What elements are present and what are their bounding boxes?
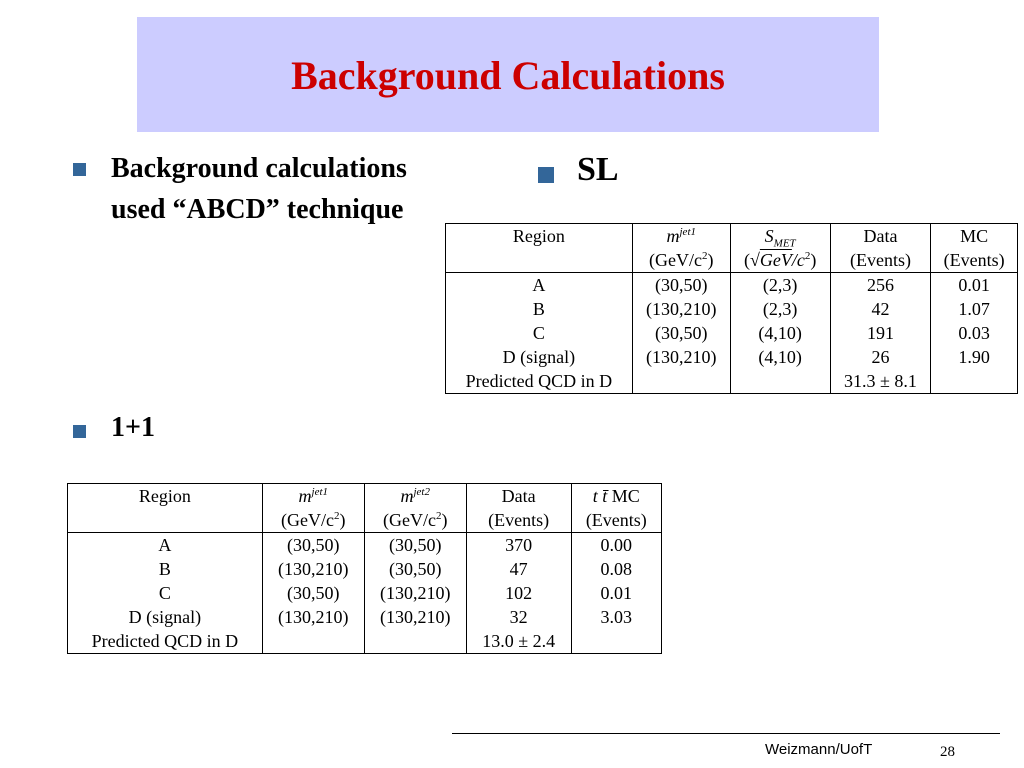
table-row: D (signal) (130,210) (4,10) 26 1.90: [446, 345, 1018, 369]
table-row: A (30,50) (30,50) 370 0.00: [68, 533, 662, 558]
table-header-unit-row: [446, 248, 1018, 273]
table-row: A (30,50) (2,3) 256 0.01: [446, 273, 1018, 298]
unit-data: (Events): [466, 508, 571, 533]
table-header-row: [446, 224, 1018, 249]
bullet-text-abcd: Background calculations used “ABCD” technique: [111, 153, 407, 225]
table-row: D (signal) (130,210) (130,210) 32 3.03: [68, 605, 662, 629]
footer-divider: [452, 733, 1000, 734]
bullet-text-1plus1: 1+1: [111, 412, 155, 443]
header-data: Data: [466, 484, 571, 509]
table-row: Predicted QCD in D 13.0 ± 2.4: [68, 629, 662, 654]
table-row: B (130,210) (30,50) 47 0.08: [68, 557, 662, 581]
table-row: C (30,50) (4,10) 191 0.03: [446, 321, 1018, 345]
unit-mjet2: $(GeV/c^2)$: [364, 508, 466, 533]
header-mc: t t̄ MC: [571, 484, 661, 509]
slide-title: Background Calculations: [291, 53, 725, 98]
header-mjet2: $m^{jet2}$: [364, 484, 466, 509]
bullet-square-icon: [538, 167, 554, 183]
header-mjet1: $m^{jet1}$: [262, 484, 364, 509]
bullet-square-icon: [73, 163, 86, 176]
header-region: Region: [68, 484, 263, 509]
bullet-square-icon: [73, 425, 86, 438]
unit-smet: $(√GeV/c^2)$: [730, 248, 830, 273]
table-row: C (30,50) (130,210) 102 0.01: [68, 581, 662, 605]
header-smet: $S_{MET}$: [730, 224, 830, 249]
table-header-unit-row: [68, 508, 662, 533]
unit-mc: (Events): [571, 508, 661, 533]
header-mc: MC: [931, 224, 1018, 249]
table-row: Predicted QCD in D 31.3 ± 8.1: [446, 369, 1018, 394]
unit-mjet1: $(GeV/c^2)$: [262, 508, 364, 533]
unit-mc: (Events): [931, 248, 1018, 273]
page-number: 28: [940, 744, 955, 760]
unit-mjet1: $(GeV/c^2)$: [632, 248, 730, 273]
sl-abcd-table: [445, 223, 1018, 394]
footer-affiliation: Weizmann/UofT: [765, 741, 873, 758]
title-box: [137, 17, 879, 132]
bullet-text-sl: SL: [577, 151, 619, 188]
header-mjet1: $m^{jet1}$: [632, 224, 730, 249]
unit-data: (Events): [830, 248, 931, 273]
one-plus-one-abcd-table: [67, 483, 662, 654]
header-region: Region: [446, 224, 633, 249]
table-row: B (130,210) (2,3) 42 1.07: [446, 297, 1018, 321]
header-data: Data: [830, 224, 931, 249]
table-header-row: [68, 484, 662, 509]
